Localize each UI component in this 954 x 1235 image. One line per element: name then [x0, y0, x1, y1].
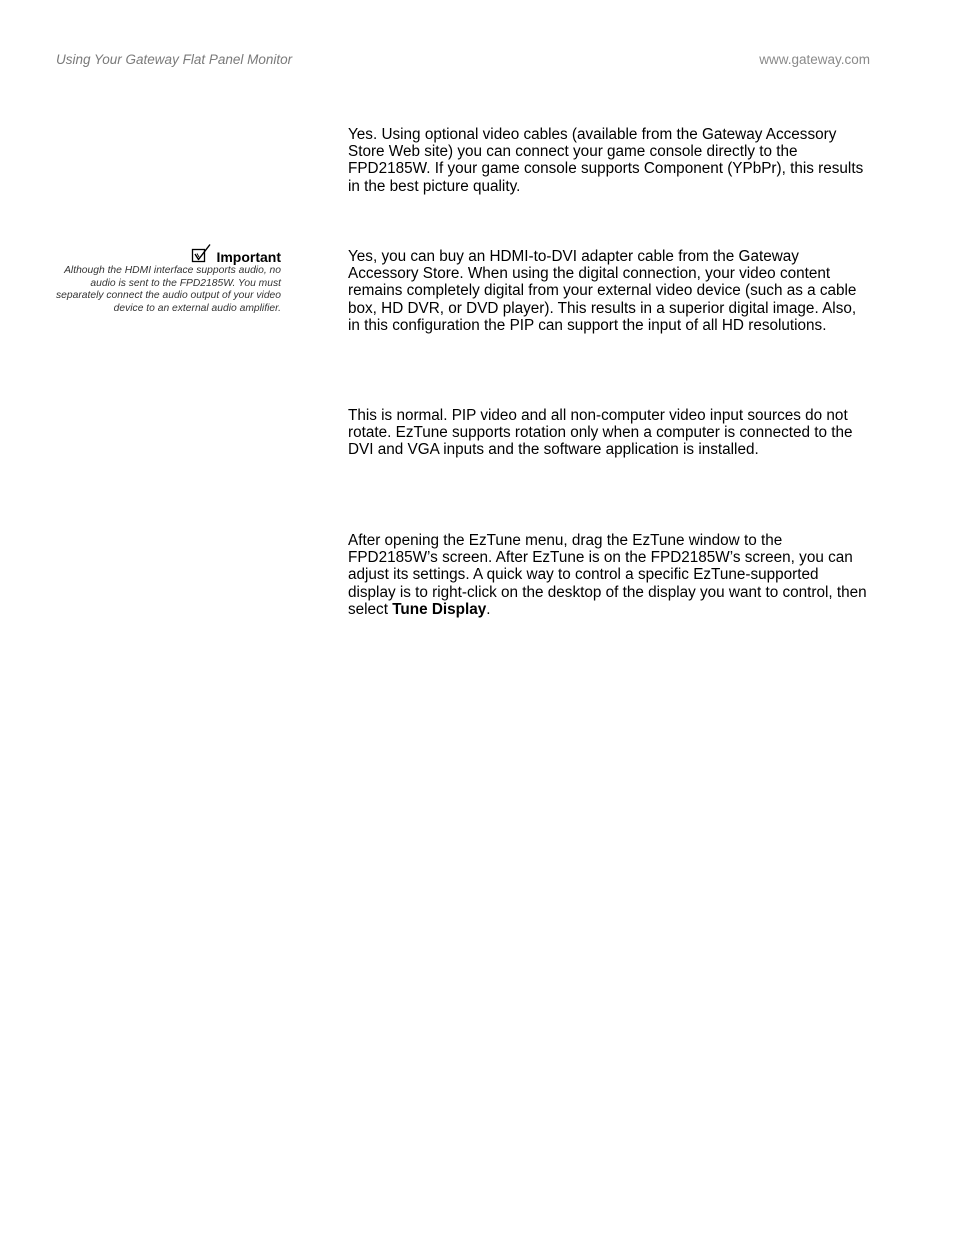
important-note-heading — [56, 241, 281, 265]
running-header-title: Using Your Gateway Flat Panel Monitor — [56, 52, 293, 67]
answer-text-after: . — [486, 600, 491, 618]
running-header-website: www.gateway.com — [759, 52, 870, 67]
answer-paragraph-game-console: Yes. Using optional video cables (available from the Gateway Accessory Store Web site) you can connect your game console directly to the FPD2185W. If your game console supports Component (YPbPr), this results in the best picture quality. — [348, 126, 864, 195]
important-note — [56, 241, 281, 315]
important-note-text: Although the HDMI interface supports audio, no audio is sent to the FPD2185W. You must separately connect the audio output of your video device to an external audio amplifier. — [56, 265, 281, 314]
important-note-title: Important — [216, 249, 281, 265]
answer-paragraph-eztune — [348, 532, 870, 618]
tune-display-label: Tune Display — [392, 600, 487, 618]
answer-paragraph-rotation: This is normal. PIP video and all non-computer video input sources do not rotate. EzTune supports rotation only when a computer is connected to the DVI and VGA inputs and the software application is installed. — [348, 407, 853, 459]
answer-text-before: After opening the EzTune menu, drag the EzTune window to the FPD2185W’s screen. After EzTune is on the FPD2185W’s screen, you can adjust its settings. A quick way to control a specific EzTune-supported display is to right-click on the desktop of the display you want to control, then select — [348, 532, 867, 618]
answer-paragraph-hdmi-adapter: Yes, you can buy an HDMI-to-DVI adapter cable from the Gateway Accessory Store. When using the digital connection, your video content remains completely digital from your external video device (such as a cable box, HD DVR, or DVD player). This results in a superior digital image. Also, in this configuration the PIP can support the input of all HD resolutions. — [348, 248, 857, 334]
check-box-icon — [190, 243, 212, 265]
